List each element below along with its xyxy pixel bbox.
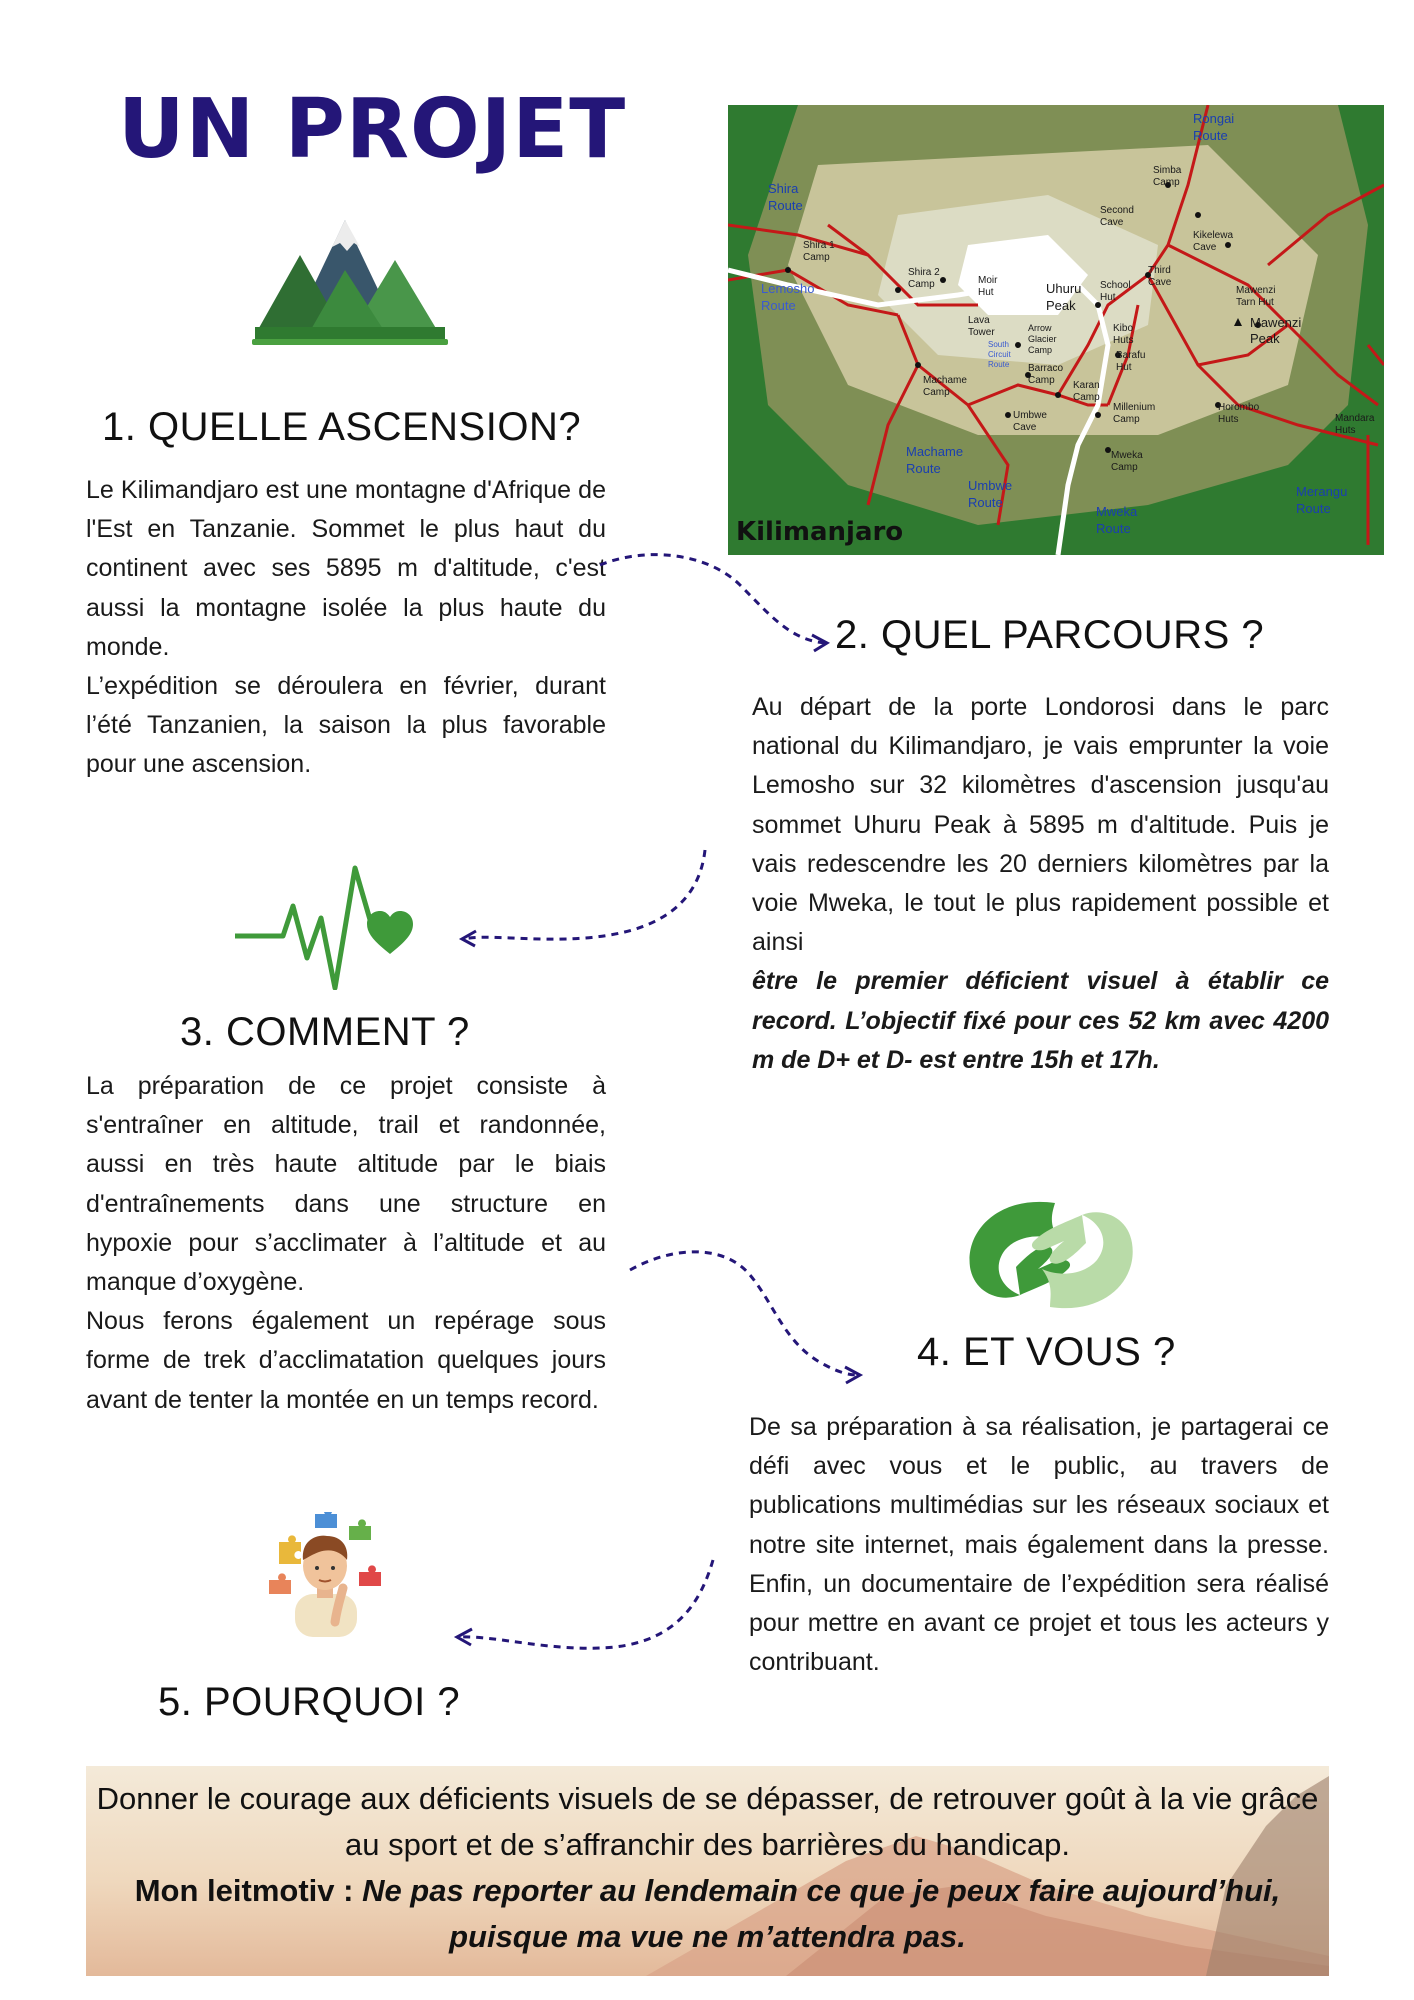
helping-hands-icon [960, 1195, 1140, 1315]
section-4-body [749, 1408, 1329, 1682]
kilimanjaro-route-map [728, 105, 1384, 555]
map-label-third-cave: Third Cave [1148, 265, 1172, 288]
map-label-millenium: Millenium Camp [1113, 402, 1156, 425]
map-label-moir: Moir Hut [978, 275, 998, 298]
map-title: Kilimanjaro [736, 517, 904, 547]
motto-banner [86, 1766, 1329, 1976]
map-label-marangu-route: Merangu Route [1296, 484, 1348, 516]
map-label-lemosho-route: Lemosho Route [761, 281, 815, 313]
section-4-heading: 4. ET VOUS ? [917, 1330, 1176, 1374]
motto-quote: Ne pas reporter au lendemain ce que je peux faire aujourd’hui, puisque ma vue ne m’attendra pas. [362, 1873, 1281, 1954]
section-2-highlight: être le premier déficient visuel à établir ce record. L’objectif fixé pour ces 52 km avec 4200 m de D+ et D- est entre 15h et 17h. [752, 967, 1329, 1074]
thinking-person-icon [265, 1512, 385, 1637]
map-label-arrow-glacier: Arrow Glacier Camp [1028, 323, 1057, 355]
motto-line [86, 1868, 1329, 1960]
section-2-body [752, 688, 1329, 1080]
dashed-arrow-2 [450, 845, 720, 955]
motto-label: Mon leitmotiv : [134, 1873, 363, 1908]
dashed-arrow-3 [625, 1235, 875, 1385]
map-label-lava-tower: Lava Tower [968, 315, 995, 338]
map-label-school: School Hut [1100, 280, 1131, 303]
map-label-mawenzi-peak: Mawenzi Peak [1250, 315, 1302, 346]
page-title: UN PROJET [118, 82, 627, 177]
section-1-paragraph-2: L’expédition se déroulera en février, durant l’été Tanzanien, la saison la plus favorable pour une ascension. [86, 672, 606, 779]
section-3-paragraph-2: Nous ferons également un repérage sous forme de trek d’acclimatation quelques jours avant de tenter la montée en un temps record. [86, 1307, 606, 1414]
map-label-uhuru: Uhuru Peak [1046, 281, 1082, 313]
map-label-mweka-route: Mweka Route [1096, 504, 1138, 536]
section-1-heading: 1. QUELLE ASCENSION? [102, 405, 582, 449]
map-label-kikelewa: Kikelewa Cave [1193, 230, 1234, 253]
section-2-paragraph: Au départ de la porte Londorosi dans le parc national du Kilimandjaro, je vais emprunter la voie Lemosho sur 32 kilomètres d'ascension jusqu'au sommet Uhuru Peak à 5895 m d'altitude. Puis je vais redescendre les 20 derniers kilomètres par la voie Mweka, le tout le plus rapidement possible et ainsi [752, 693, 1329, 957]
section-3-heading: 3. COMMENT ? [180, 1010, 470, 1054]
map-label-barranco: Barraco Camp [1028, 363, 1064, 386]
section-4-paragraph: De sa préparation à sa réalisation, je partagerai ce défi avec vous et le public, au travers de publications multimédias sur les réseaux sociaux et notre site internet, mais également dans la presse. Enfin, un documentaire de l’expédition sera réalisé pour mettre en avant ce projet et tous les acteurs y contribuant. [749, 1413, 1329, 1677]
map-label-shira2: Shira 2 Camp [908, 267, 940, 290]
map-label-mweka-camp: Mweka Camp [1111, 450, 1143, 473]
map-label-umbwe-cave: Umbwe Cave [1013, 410, 1047, 433]
map-label-simba: Simba Camp [1153, 165, 1182, 188]
map-label-umbwe-route: Umbwe Route [968, 478, 1013, 510]
section-1-paragraph-1: Le Kilimandjaro est une montagne d'Afrique de l'Est en Tanzanie. Sommet le plus haut du continent avec ses 5895 m d'altitude, c'est aussi la montagne isolée la plus haute du monde. [86, 476, 606, 661]
map-label-horombo: Horombo Huts [1218, 402, 1260, 425]
motto-lead: Donner le courage aux déficients visuels de se dépasser, de retrouver goût à la vie grâce au sport et de s’affranchir des barrières du handicap. [96, 1781, 1319, 1862]
heartbeat-icon [235, 858, 415, 990]
map-label-rongai-route: Rongai Route [1193, 111, 1235, 143]
section-1-body [86, 471, 606, 785]
map-label-mawenzi-tarn: Mawenzi Tarn Hut [1236, 285, 1276, 308]
motto-text [86, 1766, 1329, 1960]
section-3-paragraph-1: La préparation de ce projet consiste à s'entraîner en altitude, trail et randonnée, aussi en très haute altitude par le biais d'entraînements dans une structure en hypoxie pour s’acclimater à l’altitude et au manque d’oxygène. [86, 1072, 606, 1297]
map-label-kibo: Kibo Huts [1113, 323, 1134, 346]
section-2-heading: 2. QUEL PARCOURS ? [835, 613, 1265, 657]
map-label-machame-camp: Machame Camp [923, 375, 967, 398]
section-3-body [86, 1067, 606, 1420]
map-label-second-cave: Second Cave [1100, 205, 1134, 228]
dashed-arrow-1 [590, 545, 840, 655]
map-label-karanga: Karan Camp [1073, 380, 1100, 403]
map-label-machame-route: Machame Route [906, 444, 964, 476]
map-label-south-circuit: South Circuit Route [988, 340, 1011, 369]
dashed-arrow-4 [445, 1555, 725, 1665]
map-label-shira-route: Shira Route [768, 181, 803, 213]
mountain-icon [250, 215, 450, 355]
map-label-mandara: Mandara Huts [1335, 413, 1375, 436]
map-label-shira1: Shira 1 Camp [803, 240, 835, 263]
map-label-barafu: Barafu Hut [1116, 350, 1146, 373]
section-5-heading: 5. POURQUOI ? [158, 1680, 461, 1724]
